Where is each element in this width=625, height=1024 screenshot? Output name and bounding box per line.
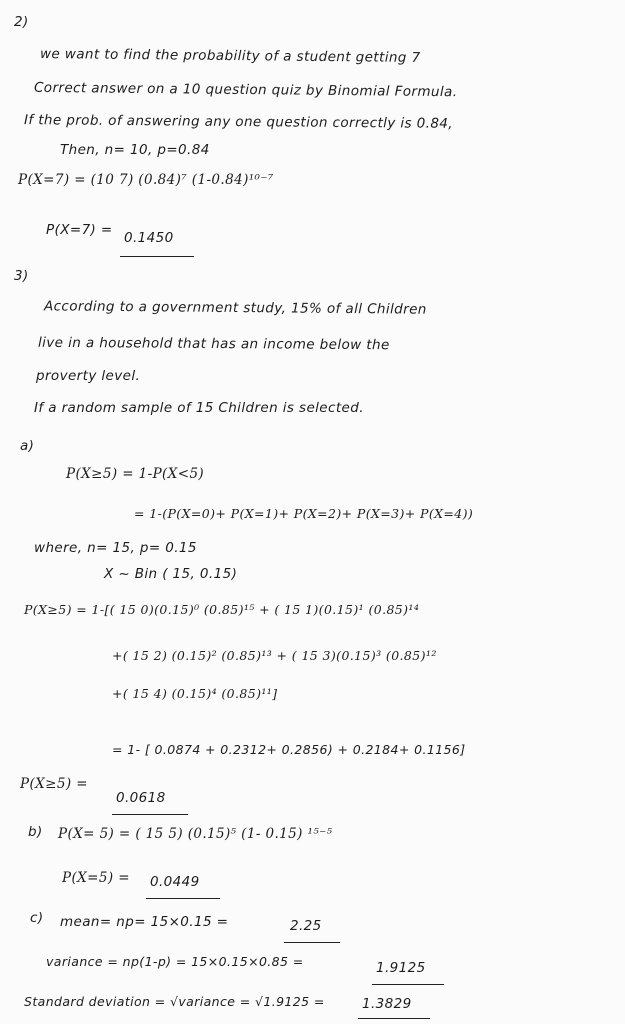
problem-2-answer: 0.1450 [124, 230, 174, 246]
part-a-line-4: X ~ Bin ( 15, 0.15) [104, 566, 238, 582]
part-c-sd-answer: 1.3829 [362, 996, 412, 1012]
part-c-mean-answer: 2.25 [290, 918, 322, 934]
part-a-line-1: P(X≥5) = 1-P(X<5) [66, 466, 205, 482]
part-a-line-5: P(X≥5) = 1-[( 15 0)(0.15)⁰ (0.85)¹⁵ + ( 15 1)(0.15)¹ (0.85)¹⁴ [24, 602, 420, 617]
problem-2-line-3: If the prob. of answering any one question correctly is 0.84, [23, 112, 454, 132]
part-c-variance-answer: 1.9125 [376, 960, 426, 976]
problem-2-line-2: Correct answer on a 10 question quiz by Binomial Formula. [33, 79, 458, 101]
part-a-answer: 0.0618 [116, 790, 166, 806]
problem-3-line-3: proverty level. [36, 368, 141, 384]
problem-3-line-1: According to a government study, 15% of all Children [43, 298, 427, 318]
part-c-sd-underline [358, 1018, 430, 1019]
part-a-line-6: +( 15 2) (0.15)² (0.85)¹³ + ( 15 3)(0.15)³ (0.85)¹² [112, 648, 437, 663]
part-c-variance-line: variance = np(1-p) = 15×0.15×0.85 = [46, 954, 304, 969]
problem-2-result-label: P(X=7) = [46, 222, 113, 238]
part-b-result-label: P(X=5) = [62, 870, 130, 886]
problem-3-line-2: live in a household that has an income below the [37, 334, 390, 354]
part-b-answer-underline [146, 898, 220, 899]
part-c-variance-underline [372, 984, 444, 985]
part-a-line-2: = 1-(P(X=0)+ P(X=1)+ P(X=2)+ P(X=3)+ P(X=4)) [134, 506, 474, 521]
problem-2-answer-underline [120, 256, 194, 257]
part-c-mean-line: mean= np= 15×0.15 = [60, 914, 229, 930]
problem-2-number: 2) [14, 14, 29, 30]
problem-2-formula: P(X=7) = (10 7) (0.84)⁷ (1-0.84)¹⁰⁻⁷ [18, 172, 274, 188]
part-c-sd-line: Standard deviation = √variance = √1.9125 = [24, 994, 325, 1009]
part-a-line-3: where, n= 15, p= 0.15 [34, 540, 197, 556]
problem-2-line-4: Then, n= 10, p=0.84 [60, 142, 210, 158]
problem-3-number: 3) [14, 268, 29, 284]
part-a-answer-underline [112, 814, 188, 815]
part-c-mean-underline [284, 942, 340, 943]
part-a-line-7: +( 15 4) (0.15)⁴ (0.85)¹¹] [112, 686, 278, 701]
part-a-label: a) [20, 438, 35, 454]
part-b-answer: 0.0449 [150, 874, 200, 890]
part-a-line-8: = 1- [ 0.0874 + 0.2312+ 0.2856) + 0.2184+ 0.1156] [112, 742, 466, 757]
part-b-label: b) [28, 824, 43, 840]
part-a-result-label: P(X≥5) = [20, 776, 88, 792]
problem-2-line-1: we want to find the probability of a student getting 7 [39, 46, 421, 66]
problem-3-line-4: If a random sample of 15 Children is selected. [34, 400, 364, 416]
part-b-line-1: P(X= 5) = ( 15 5) (0.15)⁵ (1- 0.15) ¹⁵⁻⁵ [58, 826, 333, 842]
part-c-label: c) [30, 910, 44, 926]
